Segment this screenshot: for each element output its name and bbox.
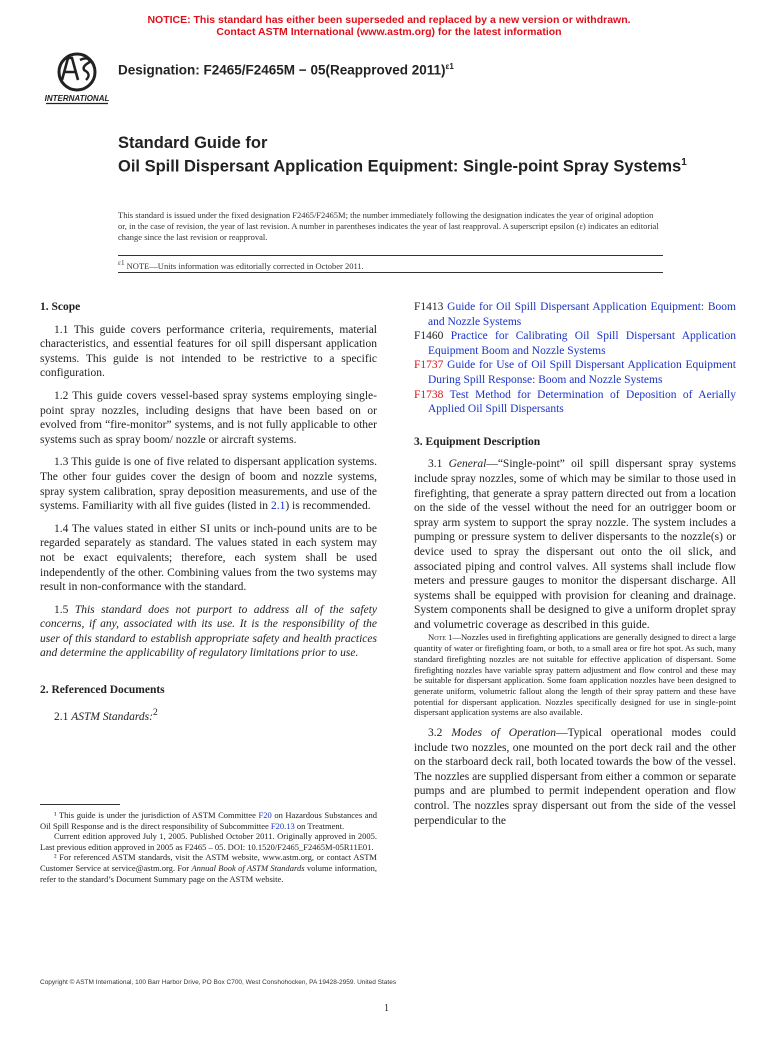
- footnote-1: [40, 810, 377, 831]
- para-3-2: [414, 726, 736, 828]
- issuance-statement: This standard is issued under the fixed designation F2465/F2465M; the number immediately following the designation indicates the year of original adoption or, in the case of revision, the year of last revision. A number in parentheses indicates the year of last reapproval. A superscript epsilon (ε) indicates an editorial change since the last revision or reapproval.: [118, 210, 659, 242]
- logo-caption: INTERNATIONAL: [44, 94, 110, 103]
- right-column: [414, 300, 736, 828]
- notice-line-1: NOTICE: This standard has either been superseded and replaced by a new version or withdrawn.: [147, 14, 631, 26]
- ref-code: F1413: [414, 301, 444, 313]
- footnote-rule: [40, 804, 120, 805]
- footnote-2-text: ² For referenced ASTM standards, visit the ASTM website, www.astm.org, or contact ASTM Customer Service at service@astm.org. For: [40, 852, 377, 873]
- ref-link[interactable]: Practice for Calibrating Oil Spill Dispersant Application Equipment Boom and Nozzle Systems: [428, 330, 736, 357]
- committee-f20-link[interactable]: F20: [258, 810, 272, 820]
- ref-item: [414, 329, 736, 358]
- document-title: [118, 134, 718, 177]
- title-line-2: Oil Spill Dispersant Application Equipment: Single-point Spray Systems: [118, 157, 682, 176]
- para-2-1-footnote-mark: 2: [152, 706, 158, 718]
- enote-epsilon: ε1: [118, 259, 125, 267]
- para-3-1-number: 3.1: [428, 458, 449, 471]
- footnote-2-tail: volume information, refer to the standard’s Document Summary page on the ASTM website.: [40, 862, 377, 884]
- para-1-3-text: 1.3 This guide is one of five related to dispersant application systems. The other four guides cover the design of boom and nozzle systems, spray system calibration, spray deposition measurements, and use of the systems. Familiarity with all five guides (listed in: [40, 456, 377, 513]
- para-2-1: [40, 706, 377, 724]
- ref-link[interactable]: Guide for Use of Oil Spill Dispersant Application Equipment During Spill Response: Boom and Nozzle Systems: [428, 359, 736, 386]
- designation: [118, 62, 454, 78]
- footnote-1-text-2: on Hazardous Substances and Oil Spill Response and is the direct responsibility of Subcommittee: [40, 810, 377, 831]
- scope-heading: 1. Scope: [40, 301, 81, 313]
- footnote-2: [40, 852, 377, 884]
- note-1: [414, 632, 736, 718]
- para-1-5: [40, 603, 377, 661]
- para-3-1: [414, 457, 736, 632]
- note-1-text: —Nozzles used in firefighting applications are generally designed to direct a large quantity of water or firefighting foam, or both, to a small area or fire hot spot. As such, many standard firefighting nozzles are not suitable for effective application of dispersant. Some firefighting nozzles have variable spray pattern adjustment and flow control and these may be suitable for dispersant application. Some foam application nozzles have been designed to generate uniform, volumetric fallout along the length of their spray pattern and these have potential for dispersant application. Nozzles specifically designed for use in single-point dispersant application systems are also available.: [414, 632, 736, 718]
- para-2-1-number: 2.1: [54, 710, 72, 723]
- editorial-note: [118, 259, 364, 271]
- ref-item: [414, 300, 736, 329]
- para-1-4: 1.4 The values stated in either SI units or inch-pound units are to be regarded separately as standard. The values stated in each system may not be exact equivalents; therefore, each system shall be used independently of the other. Combining values from the two systems may result in non-conformance with the standard.: [40, 522, 377, 594]
- subcommittee-f20-13-link[interactable]: F20.13: [270, 820, 295, 831]
- para-1-2: 1.2 This guide covers vessel-based spray systems employing single-point spray nozzles, including designs that have been based on or evolved from “fire-monitor” systems, and is not fully applicable to other systems such as spray boom/ nozzle or aircraft systems.: [40, 389, 377, 446]
- ref-code: F1460: [414, 330, 444, 343]
- astm-logo: [44, 50, 110, 106]
- footnote-1-edition: Current edition approved July 1, 2005. Published October 2011. Originally approved in 2005. Last previous edition approved in 2005 as F2465 – 05. DOI: 10.1520/F2465_F2465M-05R11E01.: [40, 831, 377, 852]
- withdrawn-notice: [0, 14, 778, 38]
- para-1-1: 1.1 This guide covers performance criteria, requirements, material characteristics, and essential features for oil spill dispersant application systems. This guide is not intended to be restrictive to a specific configuration.: [40, 323, 377, 380]
- para-3-2-text: —Typical operational modes could include two nozzles, one mounted on the port deck rail and the other on the starboard deck rail, both located towards the bow of the vessel. The nozzles are supplied dispersant from either a common or separate pumps and are plumbed to permit independent operation and flow control. The nozzles spray dispersant out from the side of the vessel perpendicular to the: [414, 727, 736, 827]
- para-3-1-heading: General: [448, 458, 487, 471]
- notice-line-2: Contact ASTM International (www.astm.org) for the latest information: [216, 26, 562, 38]
- footnote-1-text-3: on Treatment.: [294, 820, 345, 831]
- note-1-label: Note 1: [428, 632, 453, 643]
- ref-code: F1737: [414, 359, 444, 372]
- page-number: 1: [384, 1003, 389, 1014]
- title-footnote-mark: 1: [681, 157, 687, 168]
- para-1-5-text: This standard does not purport to address all of the safety concerns, if any, associated with its use. It is the responsibility of the user of this standard to establish appropriate safety and health practices and determine the applicability of regulatory limitations prior to use.: [40, 603, 377, 660]
- equipment-heading: 3. Equipment Description: [414, 435, 541, 448]
- footnotes: [40, 810, 377, 884]
- ref-code: F1738: [414, 388, 444, 401]
- para-1-3-tail: ) is recommended.: [285, 500, 371, 513]
- rule-bottom: [118, 272, 663, 273]
- title-line-1: Standard Guide for: [118, 134, 268, 152]
- ref-link[interactable]: Guide for Oil Spill Dispersant Application Equipment: Boom and Nozzle Systems: [428, 301, 736, 328]
- para-1-3: [40, 455, 377, 513]
- rule-top: [118, 255, 663, 256]
- astm-logo-graphic: [44, 50, 110, 106]
- references-heading: 2. Referenced Documents: [40, 684, 165, 697]
- left-column: [40, 300, 377, 724]
- designation-epsilon: ε1: [445, 62, 454, 71]
- para-3-1-text: —“Single-point” oil spill dispersant spray systems include spray nozzles, some of which may be similar to those used in firefighting, that generate a spray pattern directed out from a location on the side of the vessel without the need for an outrigger boom or spray arm system to support the spray nozzle. The system includes a pumping or pressure system to deliver dispersants to the nozzle(s) or device used to spray the dispersant out onto the oil slick, and associated piping and control valves. All systems shall include flow meters and pressure gauges to monitor the dispersant discharge. All systems shall be equipped with provision for cleaning and drainage. System components shall be designed to give a uniform droplet spray and volumetric coverage as described in this guide.: [414, 458, 737, 631]
- ref-link[interactable]: Test Method for Determination of Deposition of Aerially Applied Oil Spill Dispersants: [428, 388, 736, 416]
- section-2-1-link[interactable]: 2.1: [270, 500, 286, 513]
- ref-item: [414, 358, 736, 387]
- designation-text: Designation: F2465/F2465M − 05(Reapproved 2011): [118, 62, 446, 78]
- ref-item: [414, 388, 736, 417]
- para-3-2-heading: Modes of Operation: [451, 727, 557, 740]
- copyright-footer: Copyright © ASTM International, 100 Barr Harbor Drive, PO Box C700, West Conshohocken, PA 19428-2959. United States: [40, 979, 397, 986]
- para-2-1-text: ASTM Standards:: [71, 710, 153, 723]
- para-1-5-number: 1.5: [54, 603, 75, 616]
- para-3-2-number: 3.2: [428, 727, 452, 740]
- enote-text: NOTE—Units information was editorially corrected in October 2011.: [124, 260, 364, 271]
- footnote-2-italic: Annual Book of ASTM Standards: [191, 862, 305, 873]
- footnote-1-text: ¹ This guide is under the jurisdiction of ASTM Committee: [54, 810, 259, 820]
- referenced-documents-list: [414, 300, 736, 417]
